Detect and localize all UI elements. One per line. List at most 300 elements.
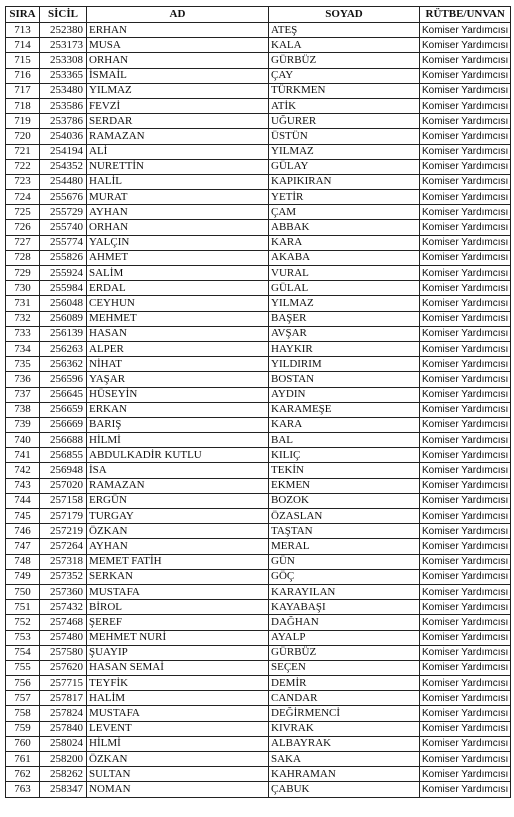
table-row	[6, 372, 511, 387]
cell-rutbe: Komiser Yardımcısı	[420, 509, 511, 524]
cell-rutbe: Komiser Yardımcısı	[420, 584, 511, 599]
cell-sira: 713	[6, 23, 40, 38]
cell-sira: 749	[6, 569, 40, 584]
cell-rutbe: Komiser Yardımcısı	[420, 159, 511, 174]
cell-sicil: 256263	[40, 341, 87, 356]
cell-ad: FEVZİ	[87, 98, 269, 113]
cell-rutbe: Komiser Yardımcısı	[420, 68, 511, 83]
cell-sira: 734	[6, 341, 40, 356]
cell-soyad: GÖÇ	[269, 569, 420, 584]
table-row	[6, 645, 511, 660]
cell-soyad: EKMEN	[269, 478, 420, 493]
cell-sira: 751	[6, 600, 40, 615]
cell-sira: 760	[6, 736, 40, 751]
table-row	[6, 417, 511, 432]
cell-soyad: YILMAZ	[269, 144, 420, 159]
cell-rutbe: Komiser Yardımcısı	[420, 372, 511, 387]
table-row	[6, 190, 511, 205]
column-header-soyad: SOYAD	[269, 7, 420, 23]
cell-sicil: 258200	[40, 752, 87, 767]
cell-sira: 728	[6, 250, 40, 265]
cell-ad: RAMAZAN	[87, 129, 269, 144]
cell-ad: ÖZKAN	[87, 524, 269, 539]
cell-rutbe: Komiser Yardımcısı	[420, 721, 511, 736]
cell-sira: 733	[6, 326, 40, 341]
cell-rutbe: Komiser Yardımcısı	[420, 554, 511, 569]
cell-ad: ERGÜN	[87, 493, 269, 508]
table-row	[6, 266, 511, 281]
cell-sira: 719	[6, 114, 40, 129]
cell-ad: YILMAZ	[87, 83, 269, 98]
cell-sicil: 257360	[40, 584, 87, 599]
cell-rutbe: Komiser Yardımcısı	[420, 478, 511, 493]
table-row	[6, 630, 511, 645]
cell-sicil: 252380	[40, 23, 87, 38]
cell-ad: NURETTİN	[87, 159, 269, 174]
cell-sira: 747	[6, 539, 40, 554]
cell-sira: 720	[6, 129, 40, 144]
cell-sira: 730	[6, 281, 40, 296]
cell-ad: LEVENT	[87, 721, 269, 736]
cell-sicil: 256669	[40, 417, 87, 432]
table-row	[6, 144, 511, 159]
personnel-table	[5, 6, 511, 798]
cell-ad: TEYFİK	[87, 676, 269, 691]
table-row	[6, 493, 511, 508]
cell-ad: NİHAT	[87, 357, 269, 372]
cell-ad: ERDAL	[87, 281, 269, 296]
cell-rutbe: Komiser Yardımcısı	[420, 433, 511, 448]
cell-sicil: 257352	[40, 569, 87, 584]
cell-rutbe: Komiser Yardımcısı	[420, 311, 511, 326]
cell-soyad: SEÇEN	[269, 660, 420, 675]
cell-sira: 718	[6, 98, 40, 113]
cell-sicil: 256089	[40, 311, 87, 326]
cell-ad: ORHAN	[87, 220, 269, 235]
cell-soyad: ÜSTÜN	[269, 129, 420, 144]
cell-rutbe: Komiser Yardımcısı	[420, 569, 511, 584]
cell-ad: MEMET FATİH	[87, 554, 269, 569]
column-header-ad: AD	[87, 7, 269, 23]
cell-rutbe: Komiser Yardımcısı	[420, 205, 511, 220]
cell-ad: MEHMET	[87, 311, 269, 326]
cell-soyad: HAYKIR	[269, 341, 420, 356]
cell-sira: 757	[6, 691, 40, 706]
cell-soyad: BAŞER	[269, 311, 420, 326]
cell-sicil: 255924	[40, 266, 87, 281]
cell-soyad: YILMAZ	[269, 296, 420, 311]
cell-sira: 725	[6, 205, 40, 220]
cell-ad: CEYHUN	[87, 296, 269, 311]
cell-sicil: 256596	[40, 372, 87, 387]
cell-soyad: BOSTAN	[269, 372, 420, 387]
cell-ad: NOMAN	[87, 782, 269, 797]
cell-sira: 750	[6, 584, 40, 599]
cell-sicil: 257468	[40, 615, 87, 630]
table-header	[6, 7, 511, 23]
table-row	[6, 281, 511, 296]
cell-sicil: 256948	[40, 463, 87, 478]
cell-ad: MUSA	[87, 38, 269, 53]
cell-sicil: 258024	[40, 736, 87, 751]
table-row	[6, 691, 511, 706]
cell-sicil: 256659	[40, 402, 87, 417]
cell-rutbe: Komiser Yardımcısı	[420, 767, 511, 782]
cell-sira: 743	[6, 478, 40, 493]
cell-sira: 746	[6, 524, 40, 539]
column-header-rutbe: RÜTBE/UNVAN	[420, 7, 511, 23]
cell-sira: 740	[6, 433, 40, 448]
cell-soyad: ALBAYRAK	[269, 736, 420, 751]
table-row	[6, 205, 511, 220]
cell-rutbe: Komiser Yardımcısı	[420, 357, 511, 372]
cell-sicil: 257020	[40, 478, 87, 493]
cell-soyad: KAYABAŞI	[269, 600, 420, 615]
cell-sicil: 253786	[40, 114, 87, 129]
cell-soyad: UĞURER	[269, 114, 420, 129]
table-row	[6, 660, 511, 675]
table-row	[6, 676, 511, 691]
cell-rutbe: Komiser Yardımcısı	[420, 341, 511, 356]
cell-soyad: KARA	[269, 417, 420, 432]
cell-sicil: 253480	[40, 83, 87, 98]
cell-rutbe: Komiser Yardımcısı	[420, 23, 511, 38]
table-row	[6, 569, 511, 584]
table-row	[6, 463, 511, 478]
cell-ad: SALİM	[87, 266, 269, 281]
cell-ad: ŞUAYIP	[87, 645, 269, 660]
table-row	[6, 524, 511, 539]
cell-rutbe: Komiser Yardımcısı	[420, 38, 511, 53]
cell-sicil: 254480	[40, 174, 87, 189]
cell-rutbe: Komiser Yardımcısı	[420, 630, 511, 645]
cell-soyad: ÇABUK	[269, 782, 420, 797]
cell-sira: 741	[6, 448, 40, 463]
cell-rutbe: Komiser Yardımcısı	[420, 645, 511, 660]
cell-soyad: AKABA	[269, 250, 420, 265]
cell-soyad: GÜRBÜZ	[269, 645, 420, 660]
cell-sicil: 255826	[40, 250, 87, 265]
table-row	[6, 752, 511, 767]
cell-sicil: 257432	[40, 600, 87, 615]
cell-ad: HALİL	[87, 174, 269, 189]
table-row	[6, 509, 511, 524]
cell-sicil: 256688	[40, 433, 87, 448]
cell-sicil: 257715	[40, 676, 87, 691]
cell-sira: 742	[6, 463, 40, 478]
cell-ad: SERDAR	[87, 114, 269, 129]
cell-soyad: DEMİR	[269, 676, 420, 691]
table-row	[6, 706, 511, 721]
cell-ad: BİROL	[87, 600, 269, 615]
cell-soyad: SAKA	[269, 752, 420, 767]
cell-rutbe: Komiser Yardımcısı	[420, 600, 511, 615]
cell-sicil: 256362	[40, 357, 87, 372]
table-row	[6, 341, 511, 356]
cell-sicil: 254352	[40, 159, 87, 174]
cell-soyad: TEKİN	[269, 463, 420, 478]
cell-soyad: KILIÇ	[269, 448, 420, 463]
cell-soyad: AYALP	[269, 630, 420, 645]
cell-soyad: MERAL	[269, 539, 420, 554]
column-header-sicil: SİCİL	[40, 7, 87, 23]
cell-rutbe: Komiser Yardımcısı	[420, 387, 511, 402]
cell-rutbe: Komiser Yardımcısı	[420, 250, 511, 265]
cell-ad: MUSTAFA	[87, 584, 269, 599]
cell-sicil: 256855	[40, 448, 87, 463]
table-row	[6, 554, 511, 569]
cell-soyad: ABBAK	[269, 220, 420, 235]
cell-soyad: GÜLAL	[269, 281, 420, 296]
table-row	[6, 539, 511, 554]
cell-sicil: 256645	[40, 387, 87, 402]
cell-rutbe: Komiser Yardımcısı	[420, 706, 511, 721]
cell-soyad: DAĞHAN	[269, 615, 420, 630]
cell-ad: ALİ	[87, 144, 269, 159]
table-row	[6, 736, 511, 751]
table-row	[6, 159, 511, 174]
cell-sira: 752	[6, 615, 40, 630]
cell-rutbe: Komiser Yardımcısı	[420, 691, 511, 706]
cell-sicil: 257264	[40, 539, 87, 554]
cell-ad: HİLMİ	[87, 433, 269, 448]
cell-sira: 727	[6, 235, 40, 250]
table-row	[6, 767, 511, 782]
cell-sira: 736	[6, 372, 40, 387]
cell-ad: HASAN	[87, 326, 269, 341]
cell-soyad: VURAL	[269, 266, 420, 281]
table-row	[6, 311, 511, 326]
cell-rutbe: Komiser Yardımcısı	[420, 266, 511, 281]
table-row	[6, 68, 511, 83]
cell-ad: ŞEREF	[87, 615, 269, 630]
cell-rutbe: Komiser Yardımcısı	[420, 190, 511, 205]
table-row	[6, 38, 511, 53]
cell-soyad: KAHRAMAN	[269, 767, 420, 782]
cell-sicil: 255984	[40, 281, 87, 296]
cell-soyad: GÜN	[269, 554, 420, 569]
table-row	[6, 721, 511, 736]
cell-ad: SERKAN	[87, 569, 269, 584]
cell-rutbe: Komiser Yardımcısı	[420, 174, 511, 189]
cell-rutbe: Komiser Yardımcısı	[420, 752, 511, 767]
cell-ad: HÜSEYİN	[87, 387, 269, 402]
cell-rutbe: Komiser Yardımcısı	[420, 326, 511, 341]
cell-rutbe: Komiser Yardımcısı	[420, 129, 511, 144]
cell-ad: MURAT	[87, 190, 269, 205]
cell-ad: SULTAN	[87, 767, 269, 782]
cell-sira: 731	[6, 296, 40, 311]
cell-ad: İSA	[87, 463, 269, 478]
cell-soyad: KARA	[269, 235, 420, 250]
cell-ad: ÖZKAN	[87, 752, 269, 767]
cell-ad: AHMET	[87, 250, 269, 265]
cell-soyad: GÜLAY	[269, 159, 420, 174]
header-row	[6, 7, 511, 23]
cell-rutbe: Komiser Yardımcısı	[420, 615, 511, 630]
table-row	[6, 114, 511, 129]
cell-sira: 754	[6, 645, 40, 660]
cell-soyad: ÇAM	[269, 205, 420, 220]
cell-rutbe: Komiser Yardımcısı	[420, 114, 511, 129]
cell-sicil: 257840	[40, 721, 87, 736]
table-row	[6, 600, 511, 615]
cell-sicil: 256048	[40, 296, 87, 311]
cell-soyad: CANDAR	[269, 691, 420, 706]
table-row	[6, 23, 511, 38]
cell-soyad: ATİK	[269, 98, 420, 113]
cell-rutbe: Komiser Yardımcısı	[420, 539, 511, 554]
cell-rutbe: Komiser Yardımcısı	[420, 736, 511, 751]
cell-sicil: 257219	[40, 524, 87, 539]
cell-ad: ALPER	[87, 341, 269, 356]
table-row	[6, 83, 511, 98]
cell-rutbe: Komiser Yardımcısı	[420, 448, 511, 463]
cell-sira: 739	[6, 417, 40, 432]
table-row	[6, 235, 511, 250]
cell-ad: TURGAY	[87, 509, 269, 524]
cell-ad: MEHMET NURİ	[87, 630, 269, 645]
cell-rutbe: Komiser Yardımcısı	[420, 83, 511, 98]
table-row	[6, 220, 511, 235]
cell-sira: 721	[6, 144, 40, 159]
cell-sira: 716	[6, 68, 40, 83]
cell-sicil: 253308	[40, 53, 87, 68]
cell-soyad: ÖZASLAN	[269, 509, 420, 524]
cell-sira: 745	[6, 509, 40, 524]
cell-ad: ABDULKADİR KUTLU	[87, 448, 269, 463]
cell-soyad: TÜRKMEN	[269, 83, 420, 98]
table-row	[6, 478, 511, 493]
cell-sicil: 253173	[40, 38, 87, 53]
cell-soyad: AVŞAR	[269, 326, 420, 341]
cell-rutbe: Komiser Yardımcısı	[420, 782, 511, 797]
cell-sira: 753	[6, 630, 40, 645]
cell-sira: 762	[6, 767, 40, 782]
cell-sira: 758	[6, 706, 40, 721]
cell-ad: ERHAN	[87, 23, 269, 38]
cell-sira: 735	[6, 357, 40, 372]
cell-ad: HASAN SEMAİ	[87, 660, 269, 675]
cell-soyad: GÜRBÜZ	[269, 53, 420, 68]
table-row	[6, 98, 511, 113]
table-row	[6, 53, 511, 68]
column-header-sira: SIRA	[6, 7, 40, 23]
cell-soyad: KARAMEŞE	[269, 402, 420, 417]
cell-ad: ERKAN	[87, 402, 269, 417]
cell-soyad: AYDIN	[269, 387, 420, 402]
cell-sicil: 254194	[40, 144, 87, 159]
cell-ad: RAMAZAN	[87, 478, 269, 493]
cell-rutbe: Komiser Yardımcısı	[420, 676, 511, 691]
cell-sicil: 254036	[40, 129, 87, 144]
personnel-list-document	[5, 6, 511, 798]
cell-sicil: 257824	[40, 706, 87, 721]
table-row	[6, 174, 511, 189]
cell-ad: HİLMİ	[87, 736, 269, 751]
cell-sira: 744	[6, 493, 40, 508]
table-row	[6, 296, 511, 311]
cell-rutbe: Komiser Yardımcısı	[420, 220, 511, 235]
cell-sicil: 255774	[40, 235, 87, 250]
table-row	[6, 129, 511, 144]
table-row	[6, 433, 511, 448]
cell-sicil: 257179	[40, 509, 87, 524]
table-row	[6, 782, 511, 797]
cell-sira: 726	[6, 220, 40, 235]
table-body	[6, 23, 511, 798]
cell-sicil: 255676	[40, 190, 87, 205]
cell-sicil: 253365	[40, 68, 87, 83]
table-row	[6, 402, 511, 417]
cell-ad: ORHAN	[87, 53, 269, 68]
cell-rutbe: Komiser Yardımcısı	[420, 660, 511, 675]
cell-sira: 756	[6, 676, 40, 691]
cell-rutbe: Komiser Yardımcısı	[420, 98, 511, 113]
cell-ad: AYHAN	[87, 205, 269, 220]
cell-sicil: 255729	[40, 205, 87, 220]
cell-soyad: ATEŞ	[269, 23, 420, 38]
cell-soyad: KIVRAK	[269, 721, 420, 736]
cell-soyad: YILDIRIM	[269, 357, 420, 372]
cell-sira: 724	[6, 190, 40, 205]
cell-ad: AYHAN	[87, 539, 269, 554]
cell-sicil: 253586	[40, 98, 87, 113]
table-row	[6, 615, 511, 630]
cell-sira: 759	[6, 721, 40, 736]
cell-rutbe: Komiser Yardımcısı	[420, 463, 511, 478]
cell-soyad: KAPIKIRAN	[269, 174, 420, 189]
cell-sicil: 257817	[40, 691, 87, 706]
cell-sicil: 257580	[40, 645, 87, 660]
cell-ad: İSMAİL	[87, 68, 269, 83]
cell-sicil: 256139	[40, 326, 87, 341]
cell-ad: YAŞAR	[87, 372, 269, 387]
cell-ad: YALÇIN	[87, 235, 269, 250]
table-row	[6, 584, 511, 599]
cell-rutbe: Komiser Yardımcısı	[420, 524, 511, 539]
cell-sira: 723	[6, 174, 40, 189]
cell-sira: 748	[6, 554, 40, 569]
cell-sira: 729	[6, 266, 40, 281]
cell-soyad: DEĞİRMENCİ	[269, 706, 420, 721]
cell-sicil: 257620	[40, 660, 87, 675]
cell-rutbe: Komiser Yardımcısı	[420, 281, 511, 296]
cell-sicil: 255740	[40, 220, 87, 235]
cell-soyad: ÇAY	[269, 68, 420, 83]
cell-rutbe: Komiser Yardımcısı	[420, 493, 511, 508]
cell-sicil: 258347	[40, 782, 87, 797]
cell-rutbe: Komiser Yardımcısı	[420, 235, 511, 250]
cell-sira: 715	[6, 53, 40, 68]
cell-sira: 732	[6, 311, 40, 326]
cell-rutbe: Komiser Yardımcısı	[420, 402, 511, 417]
cell-sira: 717	[6, 83, 40, 98]
cell-ad: HALİM	[87, 691, 269, 706]
cell-sira: 755	[6, 660, 40, 675]
cell-sira: 714	[6, 38, 40, 53]
cell-ad: BARIŞ	[87, 417, 269, 432]
cell-sira: 761	[6, 752, 40, 767]
table-row	[6, 326, 511, 341]
cell-rutbe: Komiser Yardımcısı	[420, 53, 511, 68]
cell-sira: 738	[6, 402, 40, 417]
cell-sicil: 257318	[40, 554, 87, 569]
cell-soyad: KARAYILAN	[269, 584, 420, 599]
table-row	[6, 387, 511, 402]
cell-soyad: TAŞTAN	[269, 524, 420, 539]
cell-rutbe: Komiser Yardımcısı	[420, 296, 511, 311]
